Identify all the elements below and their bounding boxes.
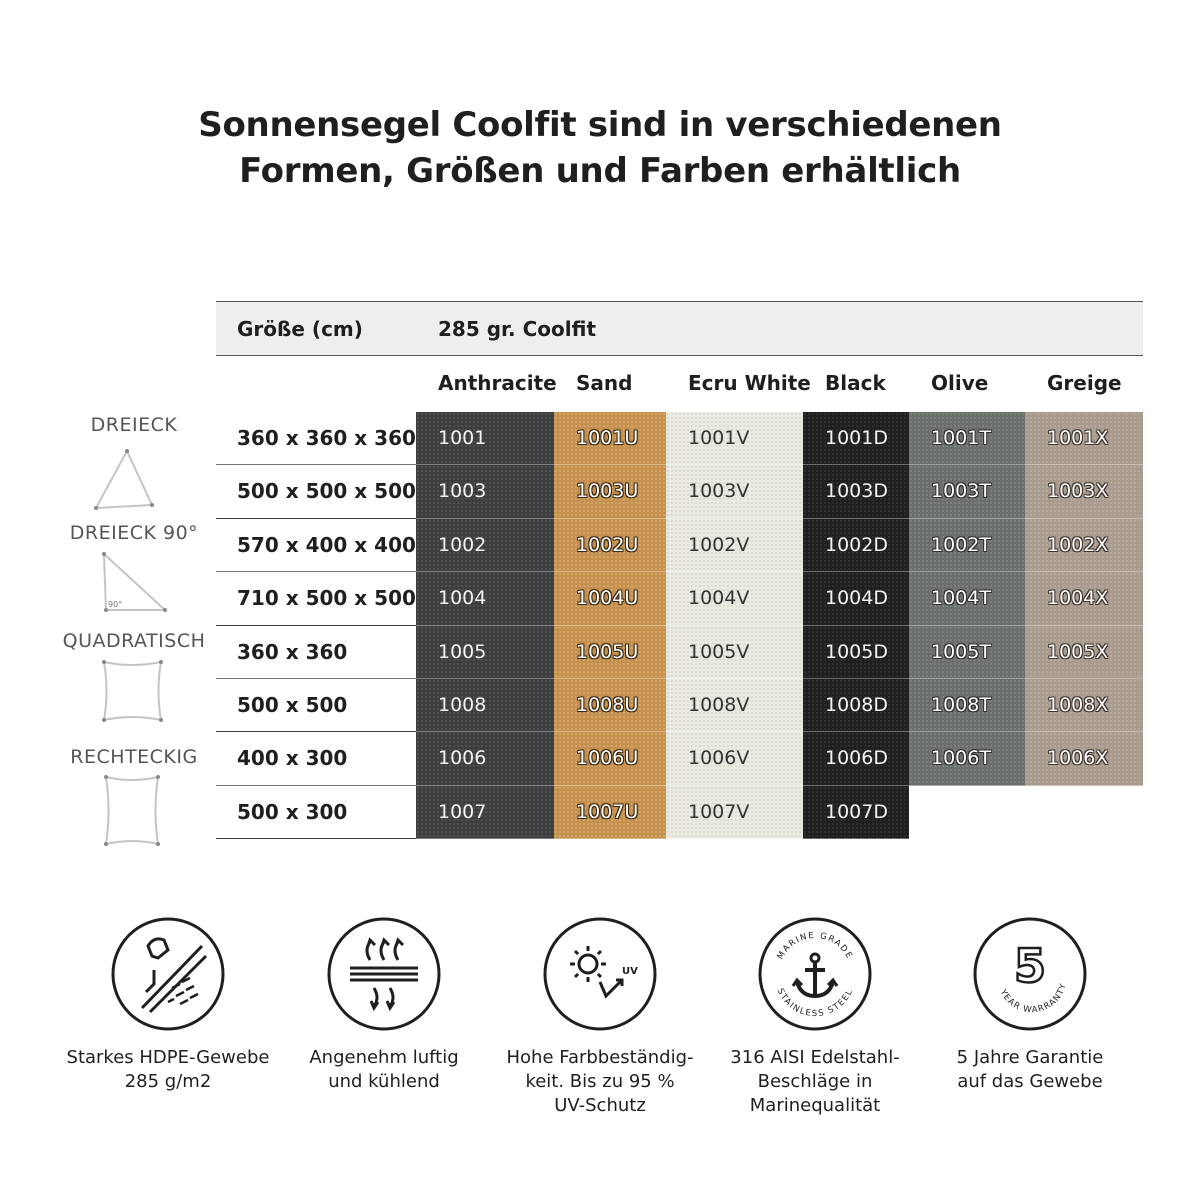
table-row	[216, 465, 1143, 518]
code-cell-greige: 1003X	[1025, 465, 1143, 518]
title-line-1: Sonnensegel Coolfit sind in verschiedenen	[198, 105, 1002, 145]
code-cell-ecru-white: 1004V	[666, 572, 803, 625]
code-cell-black: 1002D	[803, 519, 909, 572]
table-row	[216, 519, 1143, 572]
square-shape-icon	[98, 656, 168, 726]
size-cell: 570 x 400 x 400	[216, 519, 416, 572]
shape-label-square: QUADRATISCH	[62, 630, 206, 652]
code-cell-black: 1001D	[803, 412, 909, 465]
code-cell-sand: 1004U	[554, 572, 666, 625]
code-cell-greige: 1005X	[1025, 626, 1143, 679]
code-cell-black: 1007D	[803, 786, 909, 839]
hdpe-fabric-icon	[110, 916, 226, 1032]
size-cell: 360 x 360 x 360	[216, 412, 416, 465]
feature-airflow-line-1: Angenehm luftig	[309, 1047, 459, 1068]
code-cell-sand: 1002U	[554, 519, 666, 572]
feature-hdpe	[58, 916, 278, 1094]
color-header-black: Black	[825, 371, 886, 395]
code-cell-greige: 1001X	[1025, 412, 1143, 465]
feature-hdpe-line-1: Starkes HDPE-Gewebe	[66, 1047, 270, 1068]
svg-text:MARINE GRADE	[776, 931, 855, 961]
size-cell: 360 x 360	[216, 626, 416, 679]
code-cell-anthracite: 1004	[416, 572, 554, 625]
airflow-icon	[326, 916, 442, 1032]
code-cell-ecru-white: 1001V	[666, 412, 803, 465]
code-cell-anthracite: 1008	[416, 679, 554, 732]
code-cell-olive: 1003T	[909, 465, 1025, 518]
feature-warranty	[920, 916, 1140, 1094]
code-cell-sand: 1001U	[554, 412, 666, 465]
code-cell-anthracite: 1002	[416, 519, 554, 572]
code-cell-black: 1006D	[803, 732, 909, 785]
color-header-anthracite: Anthracite	[438, 371, 557, 395]
badge-top-text: MARINE GRADE	[775, 930, 855, 962]
size-cell: 500 x 500 x 500	[216, 465, 416, 518]
right-angle-mark: 90°	[108, 600, 123, 609]
feature-warranty-line-2: auf das Gewebe	[957, 1071, 1103, 1092]
code-cell-black: 1003D	[803, 465, 909, 518]
size-cell: 500 x 500	[216, 679, 416, 732]
code-cell-greige: 1002X	[1025, 519, 1143, 572]
code-cell-ecru-white: 1006V	[666, 732, 803, 785]
product-table	[216, 301, 1143, 839]
code-cell-olive: 1004T	[909, 572, 1025, 625]
header-product: 285 gr. Coolfit	[438, 317, 596, 341]
feature-marine-line-2: Beschläge in	[757, 1071, 873, 1092]
five-year-warranty-icon	[972, 916, 1088, 1032]
feature-warranty-line-1: 5 Jahre Garantie	[956, 1047, 1104, 1068]
table-row	[216, 786, 1143, 839]
code-cell-black: 1004D	[803, 572, 909, 625]
feature-warranty-text	[920, 1046, 1140, 1094]
header-size: Größe (cm)	[237, 317, 363, 341]
code-cell-ecru-white: 1005V	[666, 626, 803, 679]
feature-marine-text	[705, 1046, 925, 1118]
code-cell-sand: 1003U	[554, 465, 666, 518]
triangle-shape-icon	[88, 443, 158, 513]
code-cell-ecru-white: 1008V	[666, 679, 803, 732]
code-cell-olive: 1006T	[909, 732, 1025, 785]
feature-hdpe-text	[58, 1046, 278, 1094]
table-row	[216, 572, 1143, 625]
page-title	[0, 102, 1200, 194]
feature-marine-line-1: 316 AISI Edelstahl-	[730, 1047, 900, 1068]
code-cell-black: 1008D	[803, 679, 909, 732]
code-cell-anthracite: 1001	[416, 412, 554, 465]
shape-label-triangle: DREIECK	[90, 414, 178, 436]
feature-marine-line-3: Marinequalität	[749, 1095, 881, 1116]
code-cell-olive: 1001T	[909, 412, 1025, 465]
feature-uv-line-2: keit. Bis zu 95 %	[525, 1071, 675, 1092]
feature-marine	[705, 916, 925, 1118]
feature-airflow-line-2: und kühlend	[328, 1071, 440, 1092]
feature-airflow-text	[274, 1046, 494, 1094]
code-cell-anthracite: 1007	[416, 786, 554, 839]
badge-bottom-text: STAINLESS STEEL	[774, 987, 856, 1020]
title-line-2: Formen, Größen und Farben erhältlich	[239, 151, 961, 191]
shape-label-right-triangle: DREIECK 90°	[69, 522, 199, 544]
feature-uv-line-1: Hohe Farbbeständig-	[506, 1047, 694, 1068]
feature-airflow	[274, 916, 494, 1094]
code-cell-olive: 1008T	[909, 679, 1025, 732]
code-cell-olive: 1002T	[909, 519, 1025, 572]
feature-uv-line-3: UV-Schutz	[554, 1095, 646, 1116]
size-cell: 500 x 300	[216, 786, 416, 839]
badge-warranty-text: YEAR WARRANTY	[997, 981, 1069, 1016]
code-cell-olive: 1005T	[909, 626, 1025, 679]
size-cell: 710 x 500 x 500	[216, 572, 416, 625]
code-cell-sand: 1008U	[554, 679, 666, 732]
table-row	[216, 732, 1143, 785]
uv-protection-icon	[542, 916, 658, 1032]
code-cell-anthracite: 1006	[416, 732, 554, 785]
code-cell-greige: 1004X	[1025, 572, 1143, 625]
color-header-greige: Greige	[1047, 371, 1122, 395]
table-row	[216, 626, 1143, 679]
table-header	[216, 301, 1143, 356]
color-header-row	[216, 356, 1143, 412]
color-header-olive: Olive	[931, 371, 989, 395]
table-row	[216, 412, 1143, 465]
code-cell-sand: 1005U	[554, 626, 666, 679]
size-cell: 400 x 300	[216, 732, 416, 785]
code-cell-anthracite: 1003	[416, 465, 554, 518]
badge-number: 5	[1013, 939, 1047, 993]
code-cell-ecru-white: 1003V	[666, 465, 803, 518]
right-triangle-shape-icon	[95, 548, 175, 618]
table-body	[216, 412, 1143, 839]
color-header-sand: Sand	[576, 371, 633, 395]
code-cell-greige: 1006X	[1025, 732, 1143, 785]
uv-label: UV	[622, 966, 638, 977]
code-cell-greige: 1008X	[1025, 679, 1143, 732]
code-cell-anthracite: 1005	[416, 626, 554, 679]
feature-uv-text	[490, 1046, 710, 1118]
code-cell-sand: 1007U	[554, 786, 666, 839]
shape-label-rectangle: RECHTECKIG	[70, 746, 198, 768]
feature-hdpe-line-2: 285 g/m2	[124, 1071, 212, 1092]
code-cell-ecru-white: 1007V	[666, 786, 803, 839]
table-row	[216, 679, 1143, 732]
marine-grade-anchor-icon	[757, 916, 873, 1032]
code-cell-sand: 1006U	[554, 732, 666, 785]
color-header-ecru-white: Ecru White	[688, 371, 811, 395]
code-cell-black: 1005D	[803, 626, 909, 679]
rectangle-shape-icon	[100, 771, 166, 851]
code-cell-ecru-white: 1002V	[666, 519, 803, 572]
feature-uv	[490, 916, 710, 1118]
